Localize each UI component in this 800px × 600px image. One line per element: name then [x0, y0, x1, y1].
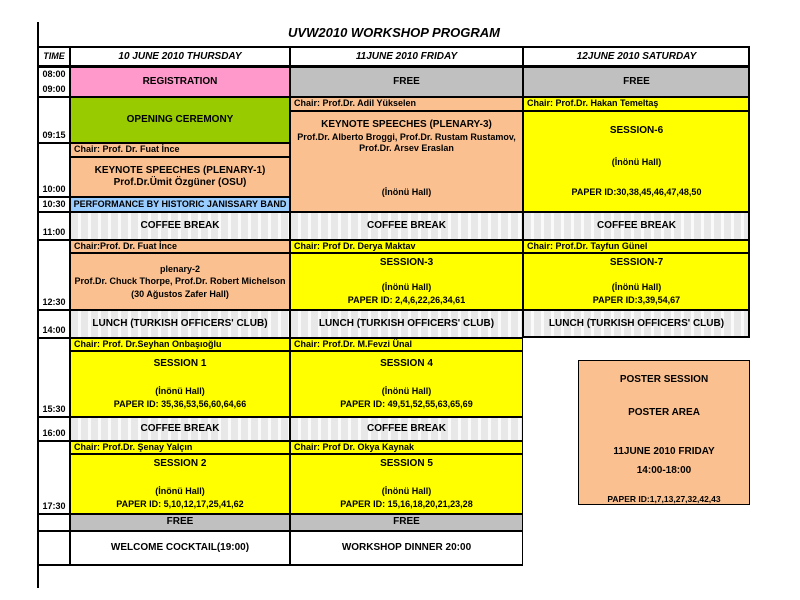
time-label: 12:30	[42, 296, 66, 307]
fri-lunch-cell: LUNCH (TURKISH OFFICERS' CLUB)	[290, 310, 523, 338]
session-title: SESSION 5	[380, 457, 433, 469]
fri-coffee-break-1-cell: COFFEE BREAK	[290, 212, 523, 240]
fri-free-morning-cell: FREE	[290, 67, 523, 97]
table-bottom-rule	[38, 564, 523, 566]
session-hall: (İnönü Hall)	[155, 386, 205, 396]
time-1030	[38, 197, 70, 212]
fri-chair-late-cell: Chair: Prof Dr. Okya Kaynak	[290, 441, 523, 454]
time-label: 10:00	[42, 183, 66, 194]
time-label: 15:30	[42, 403, 66, 414]
thu-chair-noon-cell: Chair:Prof. Dr. Fuat İnce	[70, 240, 290, 253]
poster-area: POSTER AREA	[628, 407, 700, 418]
session-title: SESSION 4	[380, 357, 433, 369]
thu-chair-afternoon-cell: Chair: Prof. Dr.Seyhan Onbaşıoğlu	[70, 338, 290, 351]
session-hall: (İnönü Hall)	[611, 281, 662, 292]
fri-session5-cell	[290, 454, 523, 514]
keynote-speakers-line1: Prof.Dr. Alberto Broggi, Prof.Dr. Rustam Rustamov,	[297, 131, 516, 142]
time-label: 10:30	[42, 198, 66, 209]
fri-free-cell: FREE	[290, 514, 523, 531]
thu-plenary2-cell	[70, 253, 290, 310]
time-empty-1	[38, 514, 70, 531]
fri-chair-morning-cell: Chair: Prof.Dr. Adil Yükselen	[290, 97, 523, 111]
thu-janissary-band-cell: PERFORMANCE BY HISTORIC JANISSARY BAND	[70, 197, 290, 212]
session-title: SESSION-3	[379, 257, 434, 268]
fri-coffee-break-2-cell: COFFEE BREAK	[290, 417, 523, 441]
time-1000	[38, 143, 70, 197]
session-hall: (İnönü Hall)	[381, 281, 432, 292]
page-title: UVW2010 WORKSHOP PROGRAM	[288, 25, 500, 40]
session-title: SESSION-6	[609, 125, 664, 136]
keynote-speaker: Prof.Dr.Ümit Özgüner (OSU)	[113, 177, 247, 188]
sat-session7-cell	[523, 253, 750, 310]
thu-registration-cell: REGISTRATION	[70, 67, 290, 97]
fri-workshop-dinner-cell: WORKSHOP DINNER 20:00	[290, 531, 523, 566]
session-title: SESSION 1	[153, 357, 207, 369]
sat-chair-noon-cell: Chair: Prof.Dr. Tayfun Günel	[523, 240, 750, 253]
keynote-title: KEYNOTE SPEECHES (PLENARY-1)	[94, 164, 266, 176]
session-papers: PAPER ID:30,38,45,46,47,48,50	[571, 186, 702, 197]
time-label: 08:00	[42, 69, 66, 79]
thu-session1-cell	[70, 351, 290, 417]
thu-welcome-cocktail-cell: WELCOME COCKTAIL(19:00)	[70, 531, 290, 566]
sat-coffee-break-cell: COFFEE BREAK	[523, 212, 750, 240]
time-label: 16:00	[42, 427, 66, 438]
thu-session2-cell	[70, 454, 290, 514]
session-papers: PAPER ID: 2,4,6,22,26,34,61	[347, 294, 466, 305]
keynote-hall: (İnönü Hall)	[381, 186, 432, 197]
time-1100	[38, 212, 70, 240]
fri-session4-cell	[290, 351, 523, 417]
header-friday: 11JUNE 2010 FRIDAY	[290, 47, 523, 67]
session-title: SESSION 2	[153, 457, 207, 469]
time-1600	[38, 417, 70, 441]
time-1400	[38, 310, 70, 338]
plenary2-title: plenary-2	[159, 264, 201, 275]
fri-session3-cell	[290, 253, 523, 310]
time-0915	[38, 97, 70, 143]
keynote-speakers-line2: Prof.Dr. Arsev Eraslan	[359, 142, 454, 153]
poster-papers: PAPER ID:1,7,13,27,32,42,43	[607, 494, 721, 504]
session-hall: (İnönü Hall)	[381, 486, 432, 496]
time-1530	[38, 338, 70, 417]
session-hall: (İnönü Hall)	[381, 386, 432, 396]
time-label: 14:00	[42, 324, 66, 335]
time-0800-0900	[38, 67, 70, 97]
top-frame-rule	[38, 46, 750, 48]
fri-keynote-plenary3-cell	[290, 111, 523, 212]
thu-coffee-break-1-cell: COFFEE BREAK	[70, 212, 290, 240]
poster-session-box	[578, 360, 750, 505]
header-time: TIME	[38, 47, 70, 67]
session-papers: PAPER ID: 49,51,52,55,63,65,69	[340, 399, 473, 410]
sat-lunch-cell: LUNCH (TURKISH OFFICERS' CLUB)	[523, 310, 750, 338]
plenary2-hall: (30 Ağustos Zafer Hall)	[131, 288, 229, 299]
saturday-bottom-rule	[523, 336, 750, 338]
time-1230	[38, 240, 70, 310]
thu-lunch-cell: LUNCH (TURKISH OFFICERS' CLUB)	[70, 310, 290, 338]
fri-chair-noon-cell: Chair: Prof Dr. Derya Maktav	[290, 240, 523, 253]
header-bottom-rule	[38, 65, 750, 67]
right-frame-rule	[748, 47, 750, 338]
keynote-title: KEYNOTE SPEECHES (PLENARY-3)	[321, 119, 492, 130]
session-title: SESSION-7	[609, 257, 664, 268]
time-label: 17:30	[42, 500, 66, 511]
plenary2-speakers: Prof.Dr. Chuck Thorpe, Prof.Dr. Robert Michelson	[74, 276, 286, 287]
thu-coffee-break-2-cell: COFFEE BREAK	[70, 417, 290, 441]
time-label: 09:00	[42, 83, 66, 94]
time-1730	[38, 441, 70, 514]
thu-chair-morning-cell: Chair: Prof. Dr. Fuat İnce	[70, 143, 290, 157]
header-thursday: 10 JUNE 2010 THURSDAY	[70, 47, 290, 67]
sat-free-morning-cell: FREE	[523, 67, 750, 97]
thu-keynote-plenary1-cell	[70, 157, 290, 197]
session-papers: PAPER ID: 5,10,12,17,25,41,62	[116, 499, 244, 510]
time-label: 09:15	[42, 129, 66, 140]
poster-title: POSTER SESSION	[619, 374, 709, 385]
fri-chair-afternoon-cell: Chair: Prof.Dr. M.Fevzi Ünal	[290, 338, 523, 351]
session-papers: PAPER ID: 35,36,53,56,60,64,66	[113, 399, 247, 410]
thu-free-cell: FREE	[70, 514, 290, 531]
sat-session6-cell	[523, 111, 750, 212]
time-label: 11:00	[42, 226, 66, 237]
poster-date: 11JUNE 2010 FRIDAY	[613, 446, 715, 457]
session-papers: PAPER ID: 15,16,18,20,21,23,28	[340, 499, 473, 510]
header-saturday: 12JUNE 2010 SATURDAY	[523, 47, 750, 67]
left-frame-rule	[37, 22, 39, 588]
session-papers: PAPER ID:3,39,54,67	[592, 294, 681, 305]
thu-chair-late-cell: Chair: Prof.Dr. Şenay Yalçın	[70, 441, 290, 454]
poster-time: 14:00-18:00	[636, 465, 692, 476]
session-hall: (İnönü Hall)	[155, 486, 205, 496]
sat-chair-morning-cell: Chair: Prof.Dr. Hakan Temeltaş	[523, 97, 750, 111]
time-empty-2	[38, 531, 70, 566]
session-hall: (İnönü Hall)	[611, 156, 662, 167]
thu-opening-ceremony-cell: OPENING CEREMONY	[70, 97, 290, 143]
